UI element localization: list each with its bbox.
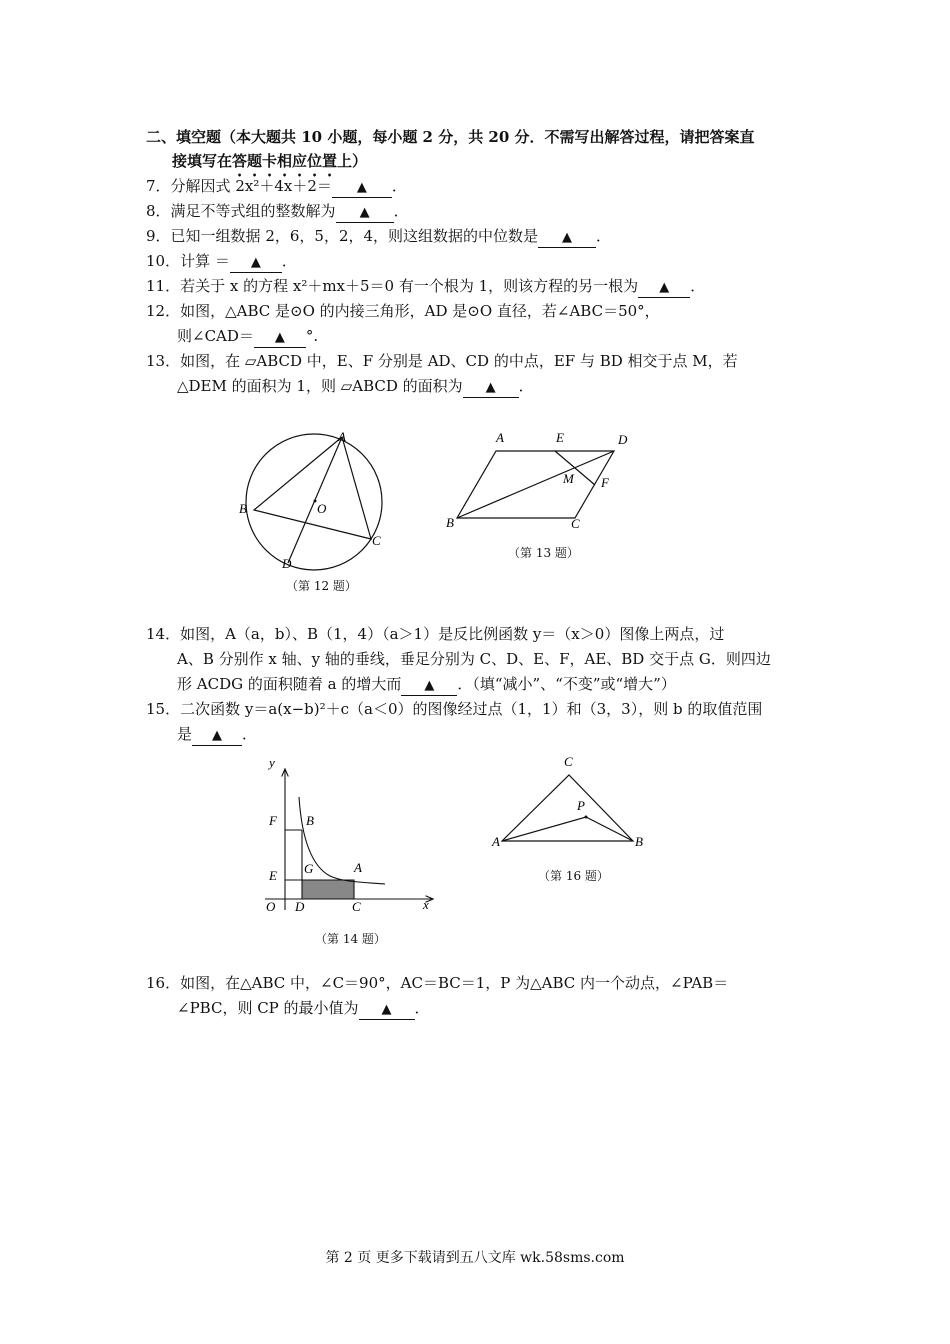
question-15 <box>146 698 762 720</box>
question-text: 分解因式 2x²＋4x＋2＝ <box>170 177 332 195</box>
label-c: C <box>564 754 573 769</box>
question-7 <box>146 175 407 198</box>
answer-blank <box>192 725 242 746</box>
triangle-icon: ▲ <box>356 180 367 195</box>
question-number: 8． <box>146 202 171 220</box>
question-text: 如图，△ABC 是⊙O 的内接三角形，AD 是⊙O 直径，若∠ABC＝50°， <box>180 302 660 320</box>
question-text: 如图，在 ▱ABCD 中，E、F 分别是 AD、CD 的中点，EF 与 BD 相交于点 M，若 <box>180 352 738 370</box>
question-number: 9． <box>146 227 171 245</box>
question-text: △DEM 的面积为 1，则 ▱ABCD 的面积为 <box>177 377 463 395</box>
question-text: ∠PBC，则 CP 的最小值为 <box>177 999 359 1017</box>
label-e: E <box>556 430 564 445</box>
question-text: 计算 ＝ <box>180 252 230 270</box>
question-13-cont <box>177 375 534 398</box>
diagonal-bd <box>457 451 614 518</box>
label-a: A <box>338 429 346 444</box>
question-text: 若关于 x 的方程 x²＋mx＋5＝0 有一个根为 1，则该方程的另一根为 <box>180 277 639 295</box>
question-end: ． <box>242 725 258 743</box>
label-d: D <box>618 432 628 447</box>
label-a: A <box>354 860 362 875</box>
label-c: C <box>372 533 381 548</box>
label-b: B <box>239 501 247 516</box>
answer-blank <box>254 327 306 348</box>
question-11 <box>146 275 705 298</box>
question-10 <box>146 250 297 273</box>
question-number: 16． <box>146 974 181 992</box>
triangle-abc <box>254 437 371 539</box>
question-text: 如图，A（a，b）、B（1，4）（a＞1）是反比例函数 y＝（x＞0）图像上两点，过 <box>180 625 725 643</box>
question-text: A、B 分别作 x 轴、y 轴的垂线，垂足分别为 C、D、E、F，AE、BD 交于点 G．则四边 <box>177 650 771 668</box>
triangle-icon: ▲ <box>424 678 435 693</box>
question-end: ． <box>414 999 430 1017</box>
question-end: ． <box>281 252 297 270</box>
answer-blank <box>336 202 394 223</box>
point-p <box>585 816 588 819</box>
question-text: 如图，在△ABC 中，∠C＝90°，AC＝BC＝1，P 为△ABC 内一个动点，∠PAB＝ <box>180 974 729 992</box>
answer-blank <box>401 675 457 696</box>
section-title-emphasis: 答题卡相应位置 <box>232 152 338 170</box>
question-end: ．（填“减小”、“不变”或“增大”） <box>457 675 676 693</box>
answer-blank <box>332 177 392 198</box>
question-end: ． <box>518 377 534 395</box>
question-text: 已知一组数据 2，6，5，2，4，则这组数据的中位数是 <box>170 227 539 245</box>
label-f: F <box>269 813 277 828</box>
question-end: °. <box>305 327 319 345</box>
question-14-cont2 <box>177 673 676 696</box>
figure-13 <box>440 425 640 540</box>
section-title-end: 上） <box>337 152 368 170</box>
triangle-icon: ▲ <box>212 728 223 743</box>
page-footer: 第 2 页 更多下载请到五八文库 wk.58sms.com <box>325 1250 625 1266</box>
question-text: 形 ACDG 的面积随着 a 的增大而 <box>177 675 402 693</box>
label-c: C <box>352 899 361 914</box>
shaded-acdg <box>302 880 354 899</box>
question-end: ． <box>393 202 409 220</box>
answer-blank <box>463 377 519 398</box>
question-number: 7． <box>146 177 171 195</box>
answer-blank <box>230 252 282 273</box>
triangle-icon: ▲ <box>485 380 496 395</box>
label-a: A <box>492 834 500 849</box>
question-number: 10． <box>146 252 181 270</box>
question-end: ． <box>690 277 706 295</box>
question-number: 14． <box>146 625 181 643</box>
triangle-icon: ▲ <box>562 230 573 245</box>
question-number: 13． <box>146 352 181 370</box>
figure-16 <box>485 750 655 855</box>
question-text: 二次函数 y＝a(x−b)²＋c（a＜0）的图像经过点（1，1）和（3，3），则 b 的取值范围 <box>180 700 763 718</box>
question-15-cont <box>177 723 257 746</box>
segment-ef <box>555 451 595 485</box>
question-end: ． <box>596 227 612 245</box>
figure-14-caption: （第 14 题） <box>315 932 386 946</box>
section-title <box>146 126 755 148</box>
answer-blank <box>638 277 690 298</box>
label-d: D <box>282 556 292 571</box>
label-x: x <box>423 897 429 912</box>
question-12-cont <box>177 325 318 348</box>
label-c: C <box>571 516 580 531</box>
figure-13-caption: （第 13 题） <box>508 546 579 560</box>
figure-16-caption: （第 16 题） <box>538 869 609 883</box>
label-g: G <box>304 861 314 876</box>
figure-14 <box>255 752 445 917</box>
question-text: 满足不等式组的整数解为 <box>170 202 336 220</box>
question-text: 则∠CAD＝ <box>177 327 254 345</box>
answer-blank <box>359 999 415 1020</box>
label-o: O <box>266 899 276 914</box>
section-title-line2: 接填写在 <box>172 152 233 170</box>
question-number: 12． <box>146 302 181 320</box>
question-8 <box>146 200 409 223</box>
question-16-cont <box>177 997 430 1020</box>
question-9 <box>146 225 611 248</box>
question-12 <box>146 300 660 322</box>
question-end: ． <box>391 177 407 195</box>
label-e: E <box>269 868 277 883</box>
label-d: D <box>295 899 305 914</box>
label-f: F <box>601 475 609 490</box>
label-b: B <box>446 515 454 530</box>
triangle-icon: ▲ <box>250 255 261 270</box>
question-number: 15． <box>146 700 181 718</box>
answer-blank <box>538 227 596 248</box>
question-14-cont <box>177 648 771 670</box>
figure-12-caption: （第 12 题） <box>286 579 357 593</box>
label-m: M <box>563 471 574 486</box>
label-b: B <box>635 834 643 849</box>
section-title-line1: 二、填空题（本大题共 10 小题，每小题 2 分，共 20 分．不需写出解答过程，请把答案直 <box>146 128 755 146</box>
label-y: y <box>269 755 275 770</box>
question-number: 11． <box>146 277 181 295</box>
question-text: 是 <box>177 725 193 743</box>
triangle-icon: ▲ <box>359 205 370 220</box>
label-b: B <box>306 813 314 828</box>
label-p: P <box>577 798 585 813</box>
question-13 <box>146 350 738 372</box>
triangle-icon: ▲ <box>659 280 670 295</box>
figure-12 <box>230 425 400 575</box>
label-a: A <box>496 430 504 445</box>
question-14 <box>146 623 724 645</box>
question-16 <box>146 972 728 994</box>
label-o: O <box>317 501 327 516</box>
triangle-icon: ▲ <box>381 1002 392 1017</box>
triangle-icon: ▲ <box>274 330 285 345</box>
